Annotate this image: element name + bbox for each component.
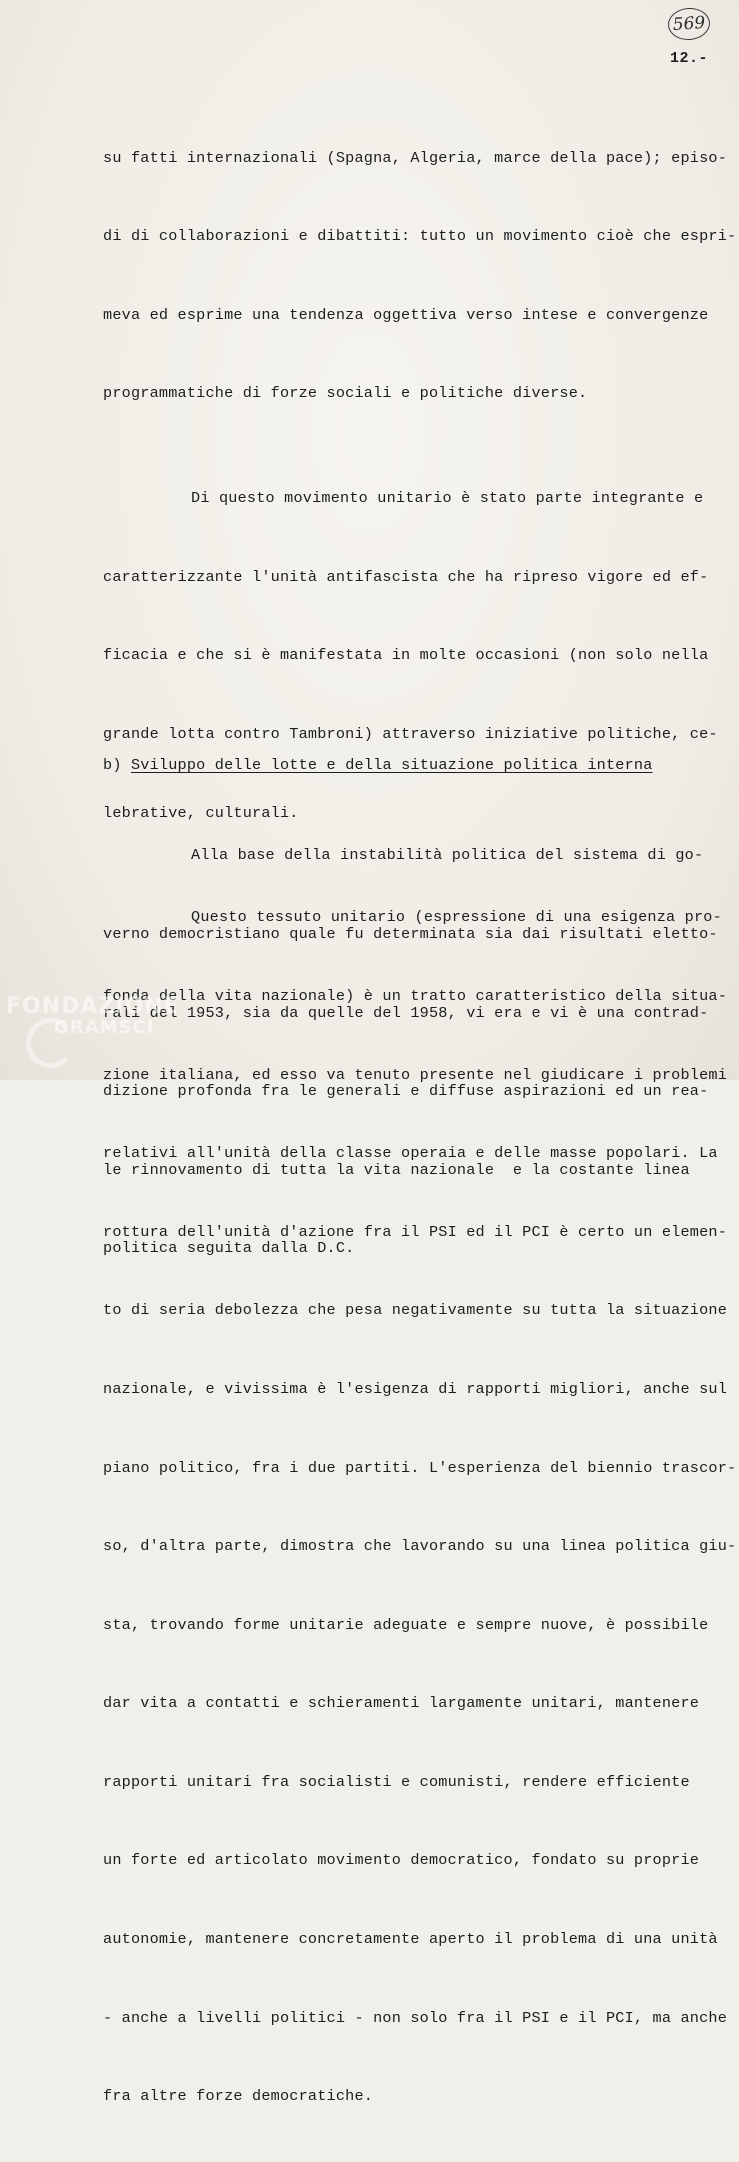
- text-line: dizione profonda fra le generali e diffuse aspirazioni ed un rea-: [103, 1082, 709, 1101]
- text-line: lebrative, culturali.: [103, 803, 299, 822]
- text-line: grande lotta contro Tambroni) attraverso iniziative politiche, ce-: [103, 724, 718, 743]
- watermark-line-1: FONDAZIONE: [6, 994, 180, 1019]
- text-line: meva ed esprime una tendenza oggettiva verso intese e convergenze: [103, 305, 709, 324]
- text-line: dar vita a contatti e schieramenti largamente unitari, mantenere: [103, 1694, 700, 1713]
- text-line: so, d'altra parte, dimostra che lavorando su una linea politica giu-: [103, 1537, 737, 1556]
- text-line: le rinnovamento di tutta la vita nazionale e la costante linea: [103, 1160, 690, 1179]
- text-line: autonomie, mantenere concretamente aperto il problema di una unità: [103, 1930, 718, 1949]
- text-line: piano politico, fra i due partiti. L'esperienza del biennio trascor-: [103, 1458, 737, 1477]
- text-line: Alla base della instabilità politica del sistema di go-: [191, 846, 704, 865]
- watermark-line-2: GRAMSCI: [54, 1017, 155, 1038]
- text-line: - anche a livelli politici - non solo fra il PSI e il PCI, ma anche: [103, 2008, 728, 2027]
- text-line: fonda della vita nazionale) è un tratto caratteristico della situa-: [103, 986, 728, 1005]
- text-line: fra altre forze democratiche.: [103, 2087, 374, 2106]
- text-line: un forte ed articolato movimento democratico, fondato su proprie: [103, 1851, 700, 1870]
- text-line: relativi all'unità della classe operaia e delle masse popolari. La: [103, 1144, 718, 1163]
- text-line: di di collaborazioni e dibattiti: tutto un movimento cioè che espri-: [103, 227, 737, 246]
- body-text-bottom: [103, 790, 728, 1314]
- page-number: 12.-: [670, 50, 709, 67]
- text-line: rali del 1953, sia da quelle del 1958, vi era e vi è una contrad-: [103, 1003, 709, 1022]
- section-marker: b): [103, 756, 122, 774]
- text-line: programmatiche di forze sociali e politiche diverse.: [103, 384, 588, 403]
- text-line: su fatti internazionali (Spagna, Algeria, marce della pace); episo-: [103, 148, 728, 167]
- watermark: [6, 994, 180, 1038]
- text-line: ficacia e che si è manifestata in molte occasioni (non solo nella: [103, 646, 709, 665]
- text-line: rottura dell'unità d'azione fra il PSI ed il PCI è certo un elemen-: [103, 1222, 728, 1241]
- text-line: zione italiana, ed esso va tenuto presente nel giudicare i problemi: [103, 1065, 728, 1084]
- archive-number-stamp: 569: [667, 7, 711, 42]
- text-line: caratterizzante l'unità antifascista che ha ripreso vigore ed ef-: [103, 567, 709, 586]
- text-line: rapporti unitari fra socialisti e comunisti, rendere efficiente: [103, 1772, 690, 1791]
- text-line: Questo tessuto unitario (espressione di una esigenza pro-: [191, 908, 722, 927]
- text-line: politica seguita dalla D.C.: [103, 1239, 355, 1258]
- text-line: verno democristiano quale fu determinata sia dai risultati eletto-: [103, 925, 718, 943]
- text-line: nazionale, e vivissima è l'esigenza di rapporti migliori, anche sul: [103, 1379, 728, 1398]
- section-title: Sviluppo delle lotte e della situazione politica interna: [130, 756, 653, 774]
- section-heading: [103, 756, 653, 774]
- text-line: sta, trovando forme unitarie adeguate e sempre nuove, è possibile: [103, 1615, 709, 1634]
- text-line: to di seria debolezza che pesa negativamente su tutta la situazione: [103, 1301, 728, 1320]
- text-line: Di questo movimento unitario è stato parte integrante e: [191, 489, 704, 508]
